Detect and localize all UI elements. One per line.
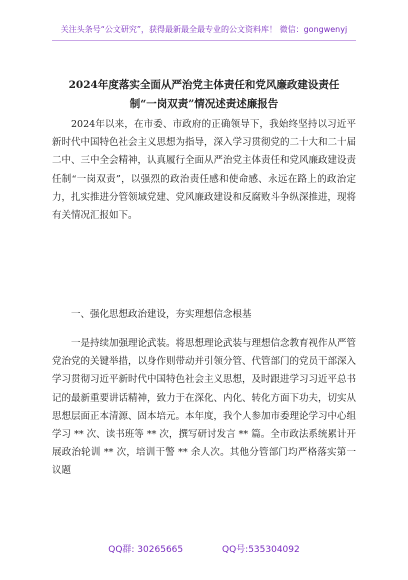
title-line-1: 2024年度落实全面从严治党主体责任和党风廉政建设责任 [68,79,340,91]
header-divider [52,40,356,41]
footer-contact [0,542,408,555]
intro-paragraph: 2024年以来，在市委、市政府的正确领导下，我始终坚持以习近平新时代中国特色社会主义思想为指导，深入学习贯彻党的二十大和二十届二中、三中全会精神，认真履行全面从严治党主体责任和党风廉政建设责任制“一岗双责”，以强烈的政治责任感和使命感、永远在路上的政治定力，扎实推进分管领域党建、党风廉政建设和反腐败斗争纵深推进，现将有关情况汇报如下。 [52,119,357,222]
section-1-heading: 一、强化思想政治建设，夯实理想信念根基 [71,309,252,320]
document-title [40,76,368,114]
qq-number-text: QQ号:535304092 [222,545,300,555]
header-banner: 关注头条号“公文研究”，获得最新最全最专业的公文资料库！ 微信：gongwenyj [60,25,348,34]
section-1-paragraph: 一是持续加强理论武装。将思想理论武装与理想信念教育视作从严管党治党的关键举措，以身作则带动并引领分管、代管部门的党员干部深入学习贯彻习近平新时代中国特色社会主义思想，及时跟进学习习近平总书记的最新重要讲话精神，致力于在深化、内化、转化方面下功夫，切实从思想层面正本清源、固本培元。本年度，我个人参加市委理论学习中心组学习 ** 次、读书班等 ** 次，撰写研讨发言 ** 篇。全市政法系统累计开展政治轮训 ** 次，培训干警 ** 余人次。其他分管部门均严格落实第一议题 [52,338,357,477]
title-line-2: 制“一岗双责”情况述责述廉报告 [129,98,279,110]
qq-group-text: QQ群: 30265665 [108,545,184,555]
